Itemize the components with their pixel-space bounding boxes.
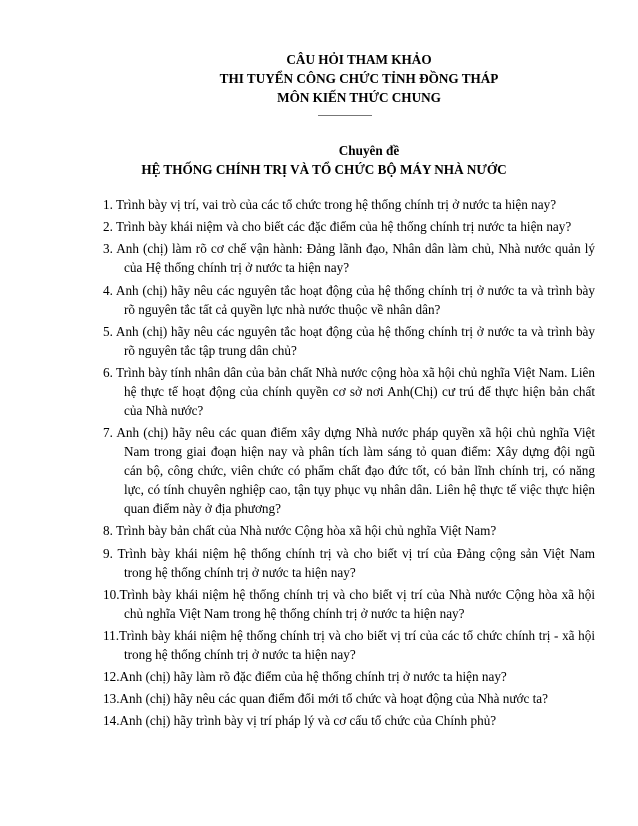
question-item: 2. Trình bày khái niệm và cho biết các đặc điểm của hệ thống chính trị nước ta hiện nay? [103, 219, 572, 235]
topic-title: HỆ THỐNG CHÍNH TRỊ VÀ TỔ CHỨC BỘ MÁY NHÀ NƯỚC [141, 162, 507, 177]
header-line-1: CÂU HỎI THAM KHẢO [286, 52, 432, 67]
question-item: 4. Anh (chị) hãy nêu các nguyên tắc hoạt động của hệ thống chính trị ở nước ta và trình bày rõ nguyên tắc tất cả quyền lực nhà nước thuộc về nhân dân? [103, 282, 595, 317]
question-item: 12.Anh (chị) hãy làm rõ đặc điểm của hệ thống chính trị ở nước ta hiện nay? [103, 669, 507, 685]
header-line-3: MÔN KIẾN THỨC CHUNG [277, 90, 441, 105]
question-item: 13.Anh (chị) hãy nêu các quan điểm đổi mới tổ chức và hoạt động của Nhà nước ta? [103, 691, 548, 707]
question-list [103, 195, 595, 734]
question-item: 8. Trình bày bản chất của Nhà nước Cộng hòa xã hội chủ nghĩa Việt Nam? [103, 523, 497, 539]
question-item: 1. Trình bày vị trí, vai trò của các tổ chức trong hệ thống chính trị ở nước ta hiện nay? [103, 197, 557, 212]
question-item: 5. Anh (chị) hãy nêu các nguyên tắc hoạt động của hệ thống chính trị ở nước ta và trình bày rõ nguyên tắc tập trung dân chủ? [103, 323, 595, 358]
question-item: 9. Trình bày khái niệm hệ thống chính trị và cho biết vị trí của Đảng cộng sản Việt Nam trong hệ thống chính trị ở nước ta hiện nay? [103, 545, 595, 580]
question-item: 3. Anh (chị) làm rõ cơ chế vận hành: Đảng lãnh đạo, Nhân dân làm chủ, Nhà nước quản lý của Hệ thống chính trị ở nước ta hiện nay? [103, 241, 595, 276]
header-line-2: THI TUYỂN CÔNG CHỨC TỈNH ĐỒNG THÁP [219, 71, 499, 86]
question-item: 11.Trình bày khái niệm hệ thống chính trị và cho biết vị trí của các tổ chức chính trị - xã hội trong hệ thống chính trị ở nước ta hiện nay? [103, 627, 595, 662]
question-item: 6. Trình bày tính nhân dân của bản chất Nhà nước cộng hòa xã hội chủ nghĩa Việt Nam. Liên hệ thực tế hoạt động của chính quyền cơ sở nơi Anh(Chị) cư trú để thực hiện bản chất của Nhà nước? [103, 364, 595, 418]
header-divider [318, 115, 372, 116]
topic-label: Chuyên đề [338, 143, 400, 158]
question-item: 10.Trình bày khái niệm hệ thống chính trị và cho biết vị trí của Nhà nước Cộng hòa xã hội chủ nghĩa Việt Nam trong hệ thống chính trị ở nước ta hiện nay? [103, 586, 595, 621]
question-item: 14.Anh (chị) hãy trình bày vị trí pháp lý và cơ cấu tổ chức của Chính phủ? [103, 713, 497, 729]
topic-heading [0, 141, 638, 179]
question-item: 7. Anh (chị) hãy nêu các quan điểm xây dựng Nhà nước pháp quyền xã hội chủ nghĩa Việt Nam trong giai đoạn hiện nay và phân tích làm sáng tỏ quan điểm: Xây dựng đội ngũ cán bộ, công chức, viên chức có phẩm chất đạo đức tốt, có bản lĩnh chính trị, có năng lực, có tính chuyên nghiệp cao, tận tụy phục vụ nhân dân. Liên hệ thực tế việc thực hiện quan điểm này ở địa phương? [103, 425, 595, 517]
document-header [0, 50, 638, 107]
